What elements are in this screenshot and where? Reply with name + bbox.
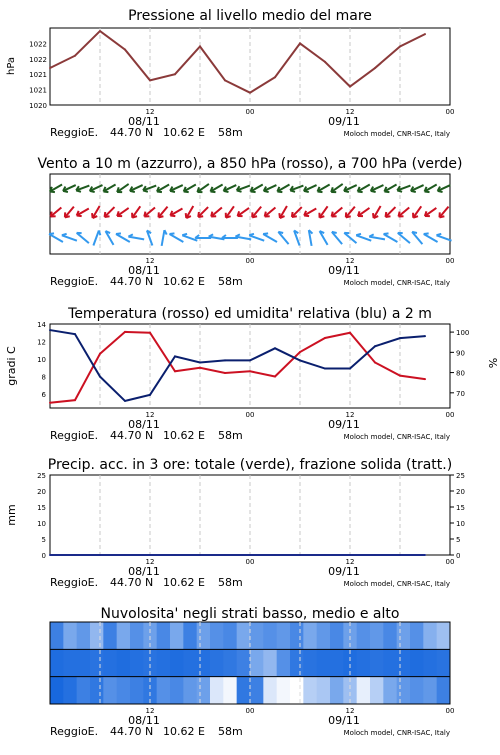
x-tick-label: 00 xyxy=(246,707,255,715)
y-tick-label: 1020 xyxy=(29,102,47,110)
precip-panel xyxy=(5,457,465,589)
cloud-cell-basso xyxy=(63,677,77,705)
cloud-cell-basso xyxy=(210,677,224,705)
cloud-cell-medio xyxy=(397,649,411,677)
precip-point xyxy=(124,554,126,556)
pressure-point xyxy=(324,61,326,63)
cloud-cell-medio xyxy=(50,649,64,677)
humidity-point xyxy=(199,361,201,363)
temperature-point xyxy=(199,367,201,369)
wind-title: Vento a 10 m (azzurro), a 850 hPa (rosso), a 700 hPa (verde) xyxy=(37,156,462,172)
cloud-cell-basso xyxy=(237,677,251,705)
station-name: ReggioE. xyxy=(50,275,98,288)
x-tick-label: 00 xyxy=(246,108,255,116)
temp-rh-title: Temperatura (rosso) ed umidita' relativa (blu) a 2 m xyxy=(67,306,432,322)
pressure-point xyxy=(49,67,51,69)
cloud-cell-alto xyxy=(263,622,277,650)
cloud-cell-alto xyxy=(330,622,344,650)
x-date-label: 08/11 xyxy=(128,115,160,128)
station-lon: 10.62 E xyxy=(163,126,205,139)
cloud-cell-basso xyxy=(410,677,424,705)
temp-rh-panel xyxy=(5,306,499,442)
cloud-cell-basso xyxy=(117,677,131,705)
pressure-point xyxy=(399,45,401,47)
x-tick-label: 12 xyxy=(346,411,355,419)
x-date-label: 09/11 xyxy=(328,264,360,277)
x-tick-label: 00 xyxy=(446,257,455,265)
humidity-point xyxy=(224,359,226,361)
cloud-cell-basso xyxy=(290,677,304,705)
precip-plot-frame xyxy=(50,475,450,555)
cloud-cell-basso xyxy=(90,677,104,705)
y-right-tick-label: 25 xyxy=(456,472,465,480)
x-tick-label: 00 xyxy=(446,707,455,715)
x-date-label: 09/11 xyxy=(328,565,360,578)
y-tick-label: 0 xyxy=(42,552,46,560)
temperature-point xyxy=(299,351,301,353)
x-date-label: 08/11 xyxy=(128,714,160,727)
station-lat: 44.70 N xyxy=(110,725,153,738)
x-tick-label: 12 xyxy=(146,558,155,566)
humidity-point xyxy=(74,333,76,335)
pressure-point xyxy=(124,49,126,51)
cloud-cell-basso xyxy=(277,677,291,705)
pressure-point xyxy=(349,86,351,88)
precip-point xyxy=(49,554,51,556)
station-lat: 44.70 N xyxy=(110,576,153,589)
cloud-cell-medio xyxy=(290,649,304,677)
pressure-point xyxy=(99,30,101,32)
y-right-tick-label: 5 xyxy=(456,536,460,544)
precip-y-axis-label: mm xyxy=(5,504,18,525)
temperature-point xyxy=(99,353,101,355)
precip-point xyxy=(349,554,351,556)
cloud-cell-basso xyxy=(423,677,437,705)
x-tick-label: 12 xyxy=(346,707,355,715)
cloud-cell-alto xyxy=(210,622,224,650)
x-date-label: 08/11 xyxy=(128,418,160,431)
y-tick-label: 25 xyxy=(37,472,46,480)
pressure-point xyxy=(149,79,151,81)
pressure-point xyxy=(299,42,301,44)
precip-point xyxy=(199,554,201,556)
temperature-point xyxy=(149,332,151,334)
y-tick-label: 5 xyxy=(42,536,46,544)
y-tick-label: 1022 xyxy=(29,40,47,48)
cloud-cell-alto xyxy=(50,622,64,650)
temperature-point xyxy=(349,332,351,334)
cloud-cell-basso xyxy=(383,677,397,705)
cloud-cell-medio xyxy=(223,649,237,677)
cloud-cell-alto xyxy=(197,622,211,650)
x-date-label: 09/11 xyxy=(328,418,360,431)
cloud-cell-medio xyxy=(383,649,397,677)
x-tick-label: 12 xyxy=(146,707,155,715)
humidity-point xyxy=(149,394,151,396)
station-lon: 10.62 E xyxy=(163,725,205,738)
cloud-cell-alto xyxy=(77,622,91,650)
cloud-cell-medio xyxy=(77,649,91,677)
y-right-tick-label: 90 xyxy=(456,349,465,357)
station-lon: 10.62 E xyxy=(163,429,205,442)
temperature-point xyxy=(74,399,76,401)
cloud-cell-alto xyxy=(117,622,131,650)
humidity-point xyxy=(399,337,401,339)
precip-point xyxy=(424,554,426,556)
precip-point xyxy=(149,554,151,556)
cloud-cell-basso xyxy=(303,677,317,705)
cloud-cell-basso xyxy=(263,677,277,705)
station-elevation: 58m xyxy=(218,126,243,139)
station-elevation: 58m xyxy=(218,275,243,288)
y-tick-label: 8 xyxy=(42,374,46,382)
temperature-point xyxy=(324,337,326,339)
temperature-point xyxy=(374,362,376,364)
cloud-cell-basso xyxy=(250,677,264,705)
station-name: ReggioE. xyxy=(50,725,98,738)
y-right-tick-label: 20 xyxy=(456,488,465,496)
cloud-cell-alto xyxy=(410,622,424,650)
cloud-cell-alto xyxy=(370,622,384,650)
cloud-cell-alto xyxy=(357,622,371,650)
cloud-cell-medio xyxy=(117,649,131,677)
y-tick-label: 1021 xyxy=(29,87,47,95)
humidity-point xyxy=(324,368,326,370)
cloud-cell-medio xyxy=(370,649,384,677)
model-credit: Moloch model, CNR-ISAC, Italy xyxy=(344,130,450,138)
cloud-cell-alto xyxy=(90,622,104,650)
temperature-point xyxy=(124,331,126,333)
cloud-cell-medio xyxy=(317,649,331,677)
cloud-panel xyxy=(50,606,454,738)
precip-point xyxy=(99,554,101,556)
y-tick-label: 15 xyxy=(37,504,46,512)
cloud-cell-alto xyxy=(437,622,451,650)
cloud-cell-medio xyxy=(357,649,371,677)
cloud-cell-alto xyxy=(383,622,397,650)
cloud-cell-basso xyxy=(157,677,171,705)
station-lat: 44.70 N xyxy=(110,429,153,442)
y-tick-label: 1021 xyxy=(29,71,47,79)
cloud-cell-alto xyxy=(277,622,291,650)
cloud-cell-alto xyxy=(290,622,304,650)
cloud-cell-medio xyxy=(237,649,251,677)
y-right-tick-label: 10 xyxy=(456,520,465,528)
cloud-cell-medio xyxy=(410,649,424,677)
precip-point xyxy=(74,554,76,556)
precip-title: Precip. acc. in 3 ore: totale (verde), frazione solida (tratt.) xyxy=(48,457,452,473)
cloud-cell-alto xyxy=(237,622,251,650)
x-tick-label: 00 xyxy=(246,411,255,419)
x-tick-label: 00 xyxy=(446,108,455,116)
rh-y-axis-label: % xyxy=(486,358,499,368)
pressure-point xyxy=(74,55,76,57)
precip-point xyxy=(299,554,301,556)
cloud-cell-medio xyxy=(63,649,77,677)
humidity-point xyxy=(374,345,376,347)
wind-panel xyxy=(37,156,462,288)
cloud-cell-alto xyxy=(250,622,264,650)
x-date-label: 08/11 xyxy=(128,264,160,277)
cloud-cell-basso xyxy=(330,677,344,705)
humidity-point xyxy=(49,329,51,331)
cloud-cell-medio xyxy=(277,649,291,677)
pressure-point xyxy=(199,45,201,47)
cloud-cell-medio xyxy=(250,649,264,677)
humidity-point xyxy=(299,359,301,361)
y-right-tick-label: 100 xyxy=(456,329,469,337)
cloud-cell-medio xyxy=(197,649,211,677)
humidity-point xyxy=(274,347,276,349)
cloud-cell-medio xyxy=(303,649,317,677)
y-tick-label: 1022 xyxy=(29,56,47,64)
precip-point xyxy=(374,554,376,556)
pressure-point xyxy=(224,79,226,81)
cloud-cell-medio xyxy=(170,649,184,677)
precip-point xyxy=(224,554,226,556)
cloud-cell-alto xyxy=(170,622,184,650)
cloud-cell-medio xyxy=(103,649,117,677)
x-date-label: 09/11 xyxy=(328,714,360,727)
model-credit: Moloch model, CNR-ISAC, Italy xyxy=(344,279,450,287)
station-name: ReggioE. xyxy=(50,126,98,139)
station-lat: 44.70 N xyxy=(110,275,153,288)
cloud-cell-alto xyxy=(317,622,331,650)
cloud-cell-alto xyxy=(303,622,317,650)
humidity-point xyxy=(249,359,251,361)
precip-point xyxy=(324,554,326,556)
y-tick-label: 14 xyxy=(37,321,46,329)
x-tick-label: 12 xyxy=(346,108,355,116)
cloud-cell-basso xyxy=(370,677,384,705)
cloud-cell-alto xyxy=(103,622,117,650)
cloud-cell-basso xyxy=(223,677,237,705)
precip-point xyxy=(399,554,401,556)
cloud-cell-medio xyxy=(157,649,171,677)
humidity-point xyxy=(424,335,426,337)
cloud-cell-alto xyxy=(423,622,437,650)
x-tick-label: 12 xyxy=(146,257,155,265)
cloud-cell-basso xyxy=(397,677,411,705)
cloud-cell-basso xyxy=(77,677,91,705)
station-name: ReggioE. xyxy=(50,576,98,589)
y-tick-label: 10 xyxy=(37,520,46,528)
x-date-label: 09/11 xyxy=(328,115,360,128)
humidity-point xyxy=(99,376,101,378)
precip-point xyxy=(249,554,251,556)
station-lon: 10.62 E xyxy=(163,275,205,288)
cloud-cell-medio xyxy=(210,649,224,677)
x-tick-label: 12 xyxy=(146,108,155,116)
station-elevation: 58m xyxy=(218,725,243,738)
cloud-title: Nuvolosita' negli strati basso, medio e alto xyxy=(101,606,400,622)
pressure-point xyxy=(174,73,176,75)
temperature-point xyxy=(49,402,51,404)
y-tick-label: 10 xyxy=(37,356,46,364)
precip-point xyxy=(174,554,176,556)
cloud-cell-medio xyxy=(183,649,197,677)
cloud-cell-alto xyxy=(157,622,171,650)
temperature-point xyxy=(274,376,276,378)
y-tick-label: 20 xyxy=(37,488,46,496)
temperature-point xyxy=(224,372,226,374)
humidity-point xyxy=(124,400,126,402)
station-name: ReggioE. xyxy=(50,429,98,442)
cloud-cell-medio xyxy=(437,649,451,677)
pressure-point xyxy=(274,76,276,78)
x-tick-label: 00 xyxy=(246,257,255,265)
station-lon: 10.62 E xyxy=(163,576,205,589)
y-tick-label: 6 xyxy=(42,391,47,399)
cloud-cell-alto xyxy=(183,622,197,650)
cloud-cell-medio xyxy=(263,649,277,677)
x-date-label: 08/11 xyxy=(128,565,160,578)
cloud-cell-alto xyxy=(223,622,237,650)
model-credit: Moloch model, CNR-ISAC, Italy xyxy=(344,433,450,441)
cloud-cell-alto xyxy=(397,622,411,650)
cloud-cell-basso xyxy=(50,677,64,705)
y-tick-label: 12 xyxy=(37,339,46,347)
y-right-tick-label: 80 xyxy=(456,370,465,378)
station-elevation: 58m xyxy=(218,576,243,589)
pressure-y-axis-label: hPa xyxy=(6,57,17,75)
cloud-cell-alto xyxy=(130,622,144,650)
x-tick-label: 00 xyxy=(446,558,455,566)
cloud-cell-medio xyxy=(330,649,344,677)
model-credit: Moloch model, CNR-ISAC, Italy xyxy=(344,580,450,588)
x-tick-label: 12 xyxy=(146,411,155,419)
cloud-cell-basso xyxy=(197,677,211,705)
humidity-point xyxy=(174,355,176,357)
temperature-point xyxy=(249,370,251,372)
cloud-cell-basso xyxy=(317,677,331,705)
temperature-point xyxy=(424,378,426,380)
y-right-tick-label: 15 xyxy=(456,504,465,512)
cloud-cell-medio xyxy=(423,649,437,677)
y-right-tick-label: 70 xyxy=(456,390,465,398)
station-lat: 44.70 N xyxy=(110,126,153,139)
cloud-cell-basso xyxy=(357,677,371,705)
pressure-point xyxy=(424,33,426,35)
y-right-tick-label: 0 xyxy=(456,552,460,560)
temp-y-axis-label: gradi C xyxy=(5,346,18,386)
cloud-cell-basso xyxy=(130,677,144,705)
pressure-title: Pressione al livello medio del mare xyxy=(128,8,372,24)
pressure-panel xyxy=(6,8,454,139)
humidity-point xyxy=(349,368,351,370)
model-credit: Moloch model, CNR-ISAC, Italy xyxy=(344,729,450,737)
cloud-cell-basso xyxy=(183,677,197,705)
cloud-cell-basso xyxy=(437,677,451,705)
station-elevation: 58m xyxy=(218,429,243,442)
cloud-cell-medio xyxy=(130,649,144,677)
x-tick-label: 00 xyxy=(246,558,255,566)
x-tick-label: 00 xyxy=(446,411,455,419)
x-tick-label: 12 xyxy=(346,257,355,265)
temperature-point xyxy=(399,375,401,377)
cloud-cell-alto xyxy=(63,622,77,650)
precip-point xyxy=(274,554,276,556)
pressure-point xyxy=(374,67,376,69)
pressure-point xyxy=(249,92,251,94)
cloud-cell-basso xyxy=(170,677,184,705)
temperature-point xyxy=(174,370,176,372)
cloud-cell-basso xyxy=(103,677,117,705)
cloud-cell-medio xyxy=(90,649,104,677)
x-tick-label: 12 xyxy=(346,558,355,566)
